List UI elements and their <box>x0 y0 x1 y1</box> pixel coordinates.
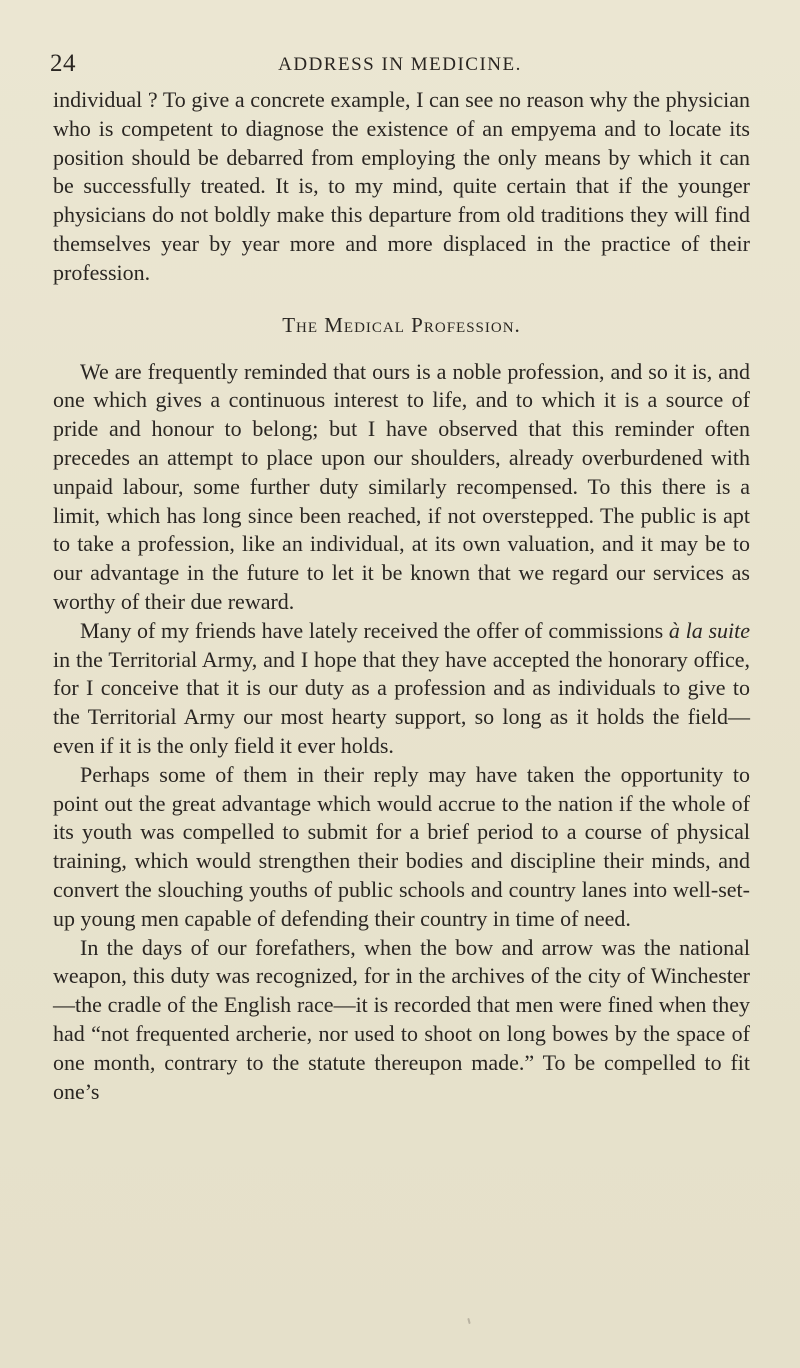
running-title: ADDRESS IN MEDICINE. <box>278 54 522 75</box>
page-number: 24 <box>50 50 76 77</box>
paragraph-territorial-army <box>53 617 750 761</box>
italic-phrase: à la suite <box>668 617 750 643</box>
paragraph-territorial-army-end: in the Territorial Army, and I hope that they have accepted the honorary office, for I conceive that it is our duty as a profession and as individuals to give to the Territorial Army our most hearty support, so long as it holds the field—even if it is the only field it ever holds. <box>53 646 750 758</box>
paragraph-physical-training: Perhaps some of them in their reply may have taken the opportunity to point out the great advantage which would accrue to the nation if the whole of its youth was compelled to submit for a brief period to a course of physical training, which would strengthen their bodies and discipline their minds, and convert the slouching youths of public schools and country lanes into well-set-up young men capable of defending their country in time of need. <box>53 761 750 931</box>
body-text <box>53 86 750 1106</box>
section-heading: The Medical Profession. <box>282 312 521 337</box>
running-head <box>50 50 750 80</box>
paragraph-continued: individual ? To give a concrete example, I can see no reason why the physician who is competent to diagnose the existence of an empyema and to locate its position should be debarred from employing the only means by which it can be successfully treated. It is, to my mind, quite certain that if the younger physicians do not boldly make this departure from old traditions they will find themselves year by year more and more displaced in the practice of their profession. <box>53 87 750 285</box>
paragraph-forefathers: In the days of our forefathers, when the bow and arrow was the national weapon, this duty was recognized, for in the archives of the city of Winchester—the cradle of the English race—it is recorded that men were fined when they had “not frequented archerie, nor used to shoot on long bowes by the space of one month, contrary to the statute thereupon made.” To be compelled to fit one’s <box>53 934 750 1104</box>
paragraph-noble-profession: We are frequently reminded that ours is a noble profession, and so it is, and one which gives a continuous interest to life, and to which it is a source of pride and honour to belong; but I have observed that this reminder often precedes an attempt to place upon our shoulders, already overburdened with unpaid labour, some further duty similarly recompensed. To this there is a limit, which has long since been reached, if not overstepped. The public is apt to take a profession, like an individual, at its own valuation, and it may be to our advantage in the future to let it be known that we regard our services as worthy of their due reward. <box>53 358 750 614</box>
paper-speck <box>467 1318 470 1324</box>
paragraph-territorial-army-start: Many of my friends have lately received the offer of commissions <box>80 617 664 643</box>
